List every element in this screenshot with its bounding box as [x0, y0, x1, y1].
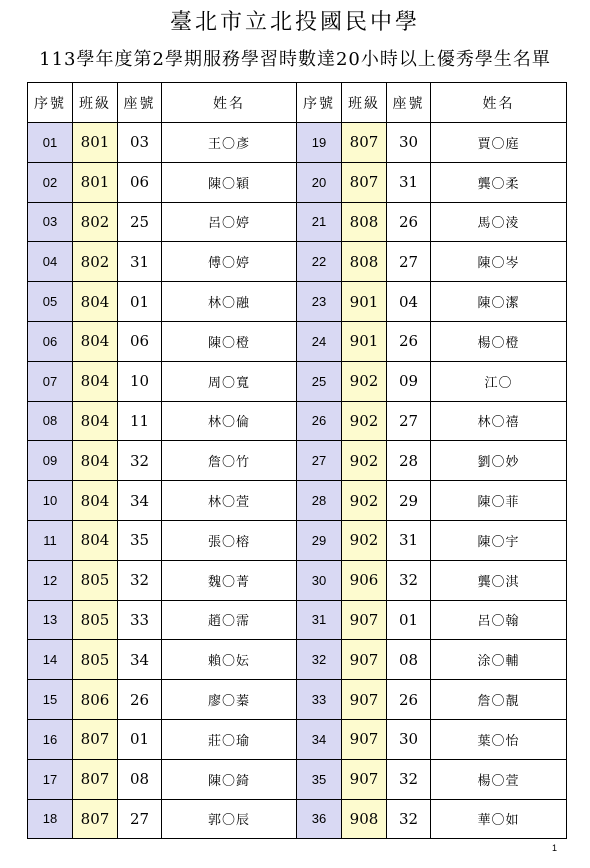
- student-name: 葉〇怡: [431, 719, 567, 759]
- student-seq: 36: [297, 799, 342, 839]
- table-row: [28, 600, 567, 640]
- student-class: 804: [73, 481, 118, 521]
- student-name: 林〇融: [162, 282, 297, 322]
- student-name: 林〇萱: [162, 481, 297, 521]
- student-seq: 25: [297, 361, 342, 401]
- student-seq: 28: [297, 481, 342, 521]
- student-seq: 35: [297, 759, 342, 799]
- student-name: 周〇寬: [162, 361, 297, 401]
- student-class: 902: [342, 361, 387, 401]
- student-seq: 33: [297, 680, 342, 720]
- student-seq: 14: [28, 640, 73, 680]
- table-row: [28, 202, 567, 242]
- student-seat: 01: [118, 719, 162, 759]
- student-name: 詹〇靚: [431, 680, 567, 720]
- student-seat: 26: [387, 680, 431, 720]
- student-name: 楊〇橙: [431, 321, 567, 361]
- table-row: [28, 481, 567, 521]
- student-seq: 16: [28, 719, 73, 759]
- student-seq: 05: [28, 282, 73, 322]
- student-name: 楊〇萱: [431, 759, 567, 799]
- student-seat: 34: [118, 640, 162, 680]
- student-seq: 26: [297, 401, 342, 441]
- student-seat: 11: [118, 401, 162, 441]
- header-seat: 座號: [118, 83, 162, 123]
- table-row: [28, 680, 567, 720]
- header-name: 姓名: [431, 83, 567, 123]
- student-seq: 27: [297, 441, 342, 481]
- student-name: 林〇倫: [162, 401, 297, 441]
- student-seat: 34: [118, 481, 162, 521]
- student-class: 807: [73, 759, 118, 799]
- student-class: 807: [342, 123, 387, 163]
- student-seat: 01: [118, 282, 162, 322]
- student-seq: 21: [297, 202, 342, 242]
- student-seq: 19: [297, 123, 342, 163]
- student-seat: 32: [387, 799, 431, 839]
- student-name: 華〇如: [431, 799, 567, 839]
- table-row: [28, 321, 567, 361]
- document-subtitle: 113學年度第2學期服務學習時數達20小時以上優秀學生名單: [39, 49, 551, 70]
- student-name: 莊〇瑜: [162, 719, 297, 759]
- document-title: 臺北市立北投國民中學: [169, 10, 420, 35]
- student-seat: 29: [387, 481, 431, 521]
- student-seat: 30: [387, 719, 431, 759]
- student-class: 902: [342, 520, 387, 560]
- student-seq: 23: [297, 282, 342, 322]
- student-name: 趙〇霈: [162, 600, 297, 640]
- student-class: 807: [73, 719, 118, 759]
- student-seq: 22: [297, 242, 342, 282]
- table-row: [28, 441, 567, 481]
- student-class: 805: [73, 640, 118, 680]
- student-seq: 20: [297, 162, 342, 202]
- student-class: 804: [73, 282, 118, 322]
- student-name: 陳〇潔: [431, 282, 567, 322]
- student-class: 907: [342, 759, 387, 799]
- student-seat: 32: [118, 560, 162, 600]
- table-row: [28, 282, 567, 322]
- student-seq: 03: [28, 202, 73, 242]
- student-seq: 12: [28, 560, 73, 600]
- table-row: [28, 719, 567, 759]
- student-class: 804: [73, 401, 118, 441]
- table-row: [28, 640, 567, 680]
- student-seq: 13: [28, 600, 73, 640]
- student-seat: 26: [387, 321, 431, 361]
- student-seat: 08: [118, 759, 162, 799]
- student-name: 涂〇輔: [431, 640, 567, 680]
- student-seat: 09: [387, 361, 431, 401]
- student-seat: 27: [387, 401, 431, 441]
- student-seq: 17: [28, 759, 73, 799]
- table-row: [28, 361, 567, 401]
- student-name: 魏〇菁: [162, 560, 297, 600]
- table-row: [28, 520, 567, 560]
- student-class: 801: [73, 123, 118, 163]
- table-row: [28, 401, 567, 441]
- student-seq: 08: [28, 401, 73, 441]
- table-row: [28, 162, 567, 202]
- student-seat: 27: [118, 799, 162, 839]
- student-class: 901: [342, 321, 387, 361]
- student-seat: 32: [387, 560, 431, 600]
- student-class: 907: [342, 719, 387, 759]
- student-seq: 34: [297, 719, 342, 759]
- student-seat: 27: [387, 242, 431, 282]
- student-name: 陳〇橙: [162, 321, 297, 361]
- student-name: 王〇彥: [162, 123, 297, 163]
- student-class: 805: [73, 560, 118, 600]
- header-seq: 序號: [297, 83, 342, 123]
- student-name: 賴〇妘: [162, 640, 297, 680]
- table-row: [28, 123, 567, 163]
- student-class: 902: [342, 481, 387, 521]
- student-class: 906: [342, 560, 387, 600]
- student-name: 龔〇淇: [431, 560, 567, 600]
- student-seat: 06: [118, 162, 162, 202]
- student-class: 808: [342, 202, 387, 242]
- student-class: 802: [73, 242, 118, 282]
- student-seq: 32: [297, 640, 342, 680]
- student-name: 馬〇淩: [431, 202, 567, 242]
- student-class: 901: [342, 282, 387, 322]
- student-seat: 08: [387, 640, 431, 680]
- student-class: 804: [73, 361, 118, 401]
- student-class: 807: [73, 799, 118, 839]
- student-name: 陳〇穎: [162, 162, 297, 202]
- student-name: 林〇禧: [431, 401, 567, 441]
- student-seat: 33: [118, 600, 162, 640]
- header-name: 姓名: [162, 83, 297, 123]
- student-class: 801: [73, 162, 118, 202]
- student-seat: 26: [387, 202, 431, 242]
- student-seq: 15: [28, 680, 73, 720]
- student-name: 陳〇錡: [162, 759, 297, 799]
- student-seq: 24: [297, 321, 342, 361]
- student-seat: 31: [118, 242, 162, 282]
- student-class: 806: [73, 680, 118, 720]
- student-class: 808: [342, 242, 387, 282]
- student-name: 呂〇婷: [162, 202, 297, 242]
- student-name: 劉〇妙: [431, 441, 567, 481]
- student-class: 804: [73, 321, 118, 361]
- student-class: 804: [73, 441, 118, 481]
- student-name: 龔〇柔: [431, 162, 567, 202]
- student-seat: 04: [387, 282, 431, 322]
- student-seat: 28: [387, 441, 431, 481]
- student-class: 805: [73, 600, 118, 640]
- student-seat: 10: [118, 361, 162, 401]
- student-class: 907: [342, 680, 387, 720]
- student-seat: 30: [387, 123, 431, 163]
- student-seq: 11: [28, 520, 73, 560]
- student-roster-table: [27, 82, 567, 839]
- student-seat: 31: [387, 520, 431, 560]
- student-class: 807: [342, 162, 387, 202]
- student-seq: 31: [297, 600, 342, 640]
- student-seq: 29: [297, 520, 342, 560]
- header-seq: 序號: [28, 83, 73, 123]
- student-seq: 30: [297, 560, 342, 600]
- student-class: 907: [342, 600, 387, 640]
- student-name: 賈〇庭: [431, 123, 567, 163]
- table-header-row: [28, 83, 567, 123]
- student-name: 張〇榕: [162, 520, 297, 560]
- student-seat: 25: [118, 202, 162, 242]
- student-class: 804: [73, 520, 118, 560]
- student-seat: 06: [118, 321, 162, 361]
- student-name: 呂〇翰: [431, 600, 567, 640]
- header-seat: 座號: [387, 83, 431, 123]
- student-seat: 01: [387, 600, 431, 640]
- student-class: 907: [342, 640, 387, 680]
- table-row: [28, 242, 567, 282]
- student-seq: 06: [28, 321, 73, 361]
- table-row: [28, 759, 567, 799]
- student-seat: 32: [118, 441, 162, 481]
- student-name: 郭〇辰: [162, 799, 297, 839]
- student-seat: 03: [118, 123, 162, 163]
- student-seq: 04: [28, 242, 73, 282]
- table-row: [28, 560, 567, 600]
- student-seq: 01: [28, 123, 73, 163]
- student-seat: 35: [118, 520, 162, 560]
- student-seat: 26: [118, 680, 162, 720]
- student-name: 陳〇宇: [431, 520, 567, 560]
- student-class: 908: [342, 799, 387, 839]
- header-class: 班級: [342, 83, 387, 123]
- student-class: 802: [73, 202, 118, 242]
- student-name: 陳〇岑: [431, 242, 567, 282]
- student-seat: 32: [387, 759, 431, 799]
- student-seq: 10: [28, 481, 73, 521]
- page-number: 1: [551, 843, 557, 853]
- student-name: 廖〇蓁: [162, 680, 297, 720]
- header-class: 班級: [73, 83, 118, 123]
- student-name: 傅〇婷: [162, 242, 297, 282]
- student-class: 902: [342, 441, 387, 481]
- student-seq: 18: [28, 799, 73, 839]
- student-name: 江〇: [431, 361, 567, 401]
- student-name: 陳〇菲: [431, 481, 567, 521]
- student-seq: 07: [28, 361, 73, 401]
- student-class: 902: [342, 401, 387, 441]
- student-seq: 02: [28, 162, 73, 202]
- table-row: [28, 799, 567, 839]
- student-seq: 09: [28, 441, 73, 481]
- student-seat: 31: [387, 162, 431, 202]
- student-name: 詹〇竹: [162, 441, 297, 481]
